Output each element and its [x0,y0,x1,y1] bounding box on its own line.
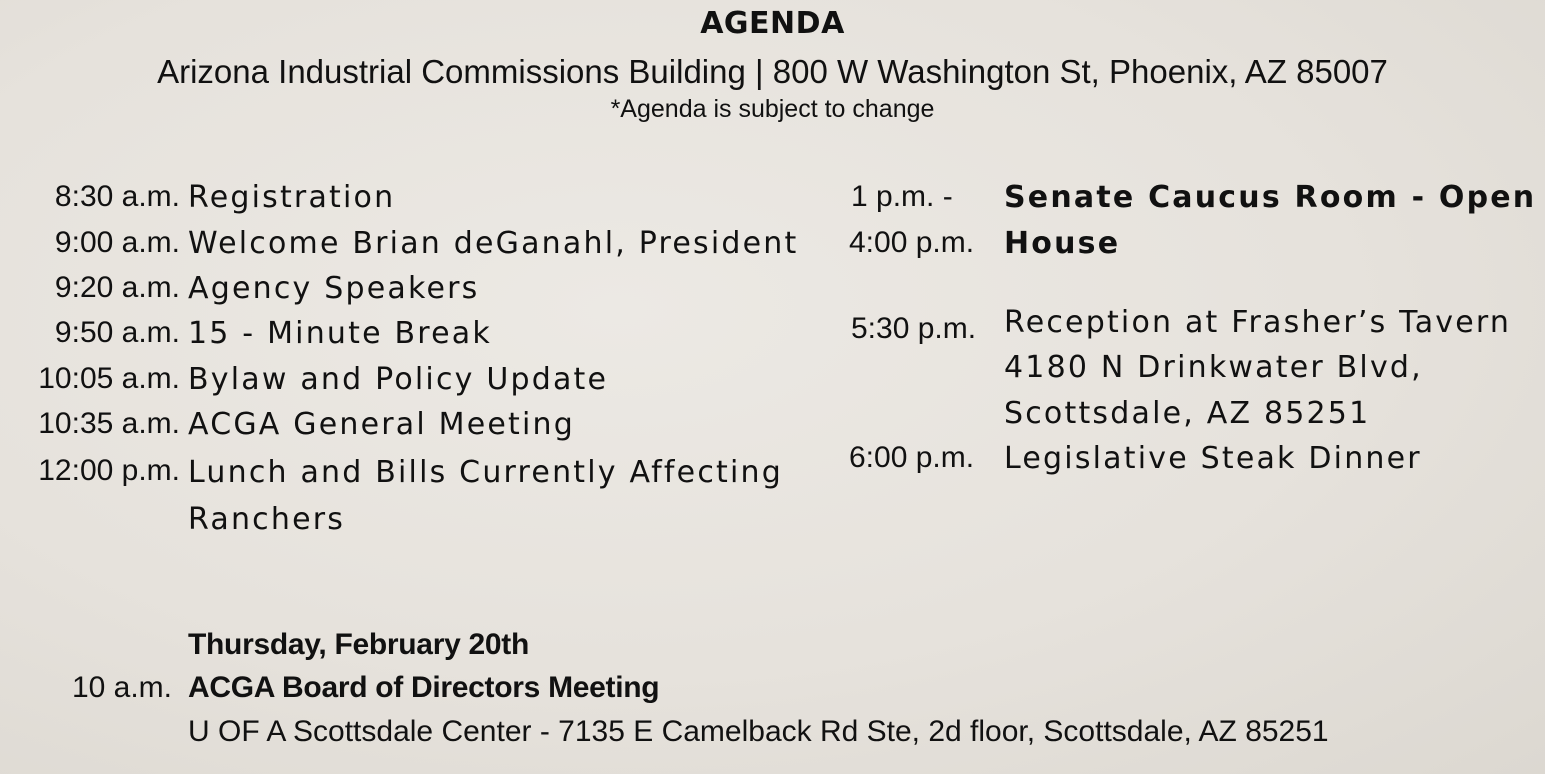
event-label: Legislative Steak Dinner [1004,441,1422,476]
address-line: Scottsdale, AZ 85251 [1004,396,1371,431]
event-label: Welcome Brian deGanahl, President [188,226,799,261]
event-label: 15 - Minute Break [188,316,492,351]
event-label-continued: Ranchers [188,502,346,537]
time-label: 1 p.m. - [851,180,953,213]
time-label: 5:30 p.m. [851,312,977,345]
time-label: 10:35 a.m. [38,407,180,440]
time-label: 9:50 a.m. [54,316,180,349]
event-label: Bylaw and Policy Update [188,362,609,397]
time-label: 10 a.m. [71,671,172,704]
event-label: Agency Speakers [188,271,480,306]
time-label: 6:00 p.m. [849,441,975,474]
time-label: 10:05 a.m. [38,362,180,395]
event-label: Lunch and Bills Currently Affecting [188,455,783,490]
event-label: ACGA Board of Directors Meeting [188,671,660,704]
event-label: Senate Caucus Room - Open [1004,180,1537,215]
day-heading: Thursday, February 20th [188,628,529,661]
address-line: U OF A Scottsdale Center - 7135 E Camelback Rd Ste, 2d floor, Scottsdale, AZ 85251 [188,715,1329,748]
time-label: 9:20 a.m. [54,271,180,304]
change-notice: *Agenda is subject to change [610,95,935,123]
page-title: AGENDA [700,6,845,41]
time-label: 9:00 a.m. [54,226,180,259]
location-line: Arizona Industrial Commissions Building | 800 W Washington St, Phoenix, AZ 85007 [157,53,1388,90]
time-label: 12:00 p.m. [38,454,180,487]
address-line: 4180 N Drinkwater Blvd, [1004,350,1423,385]
event-label-continued: House [1004,226,1121,261]
time-label: 4:00 p.m. [849,226,975,259]
event-label: Registration [188,180,396,215]
event-label: Reception at Frasher’s Tavern [1004,305,1512,340]
event-label: ACGA General Meeting [188,407,575,442]
time-label: 8:30 a.m. [54,180,180,213]
